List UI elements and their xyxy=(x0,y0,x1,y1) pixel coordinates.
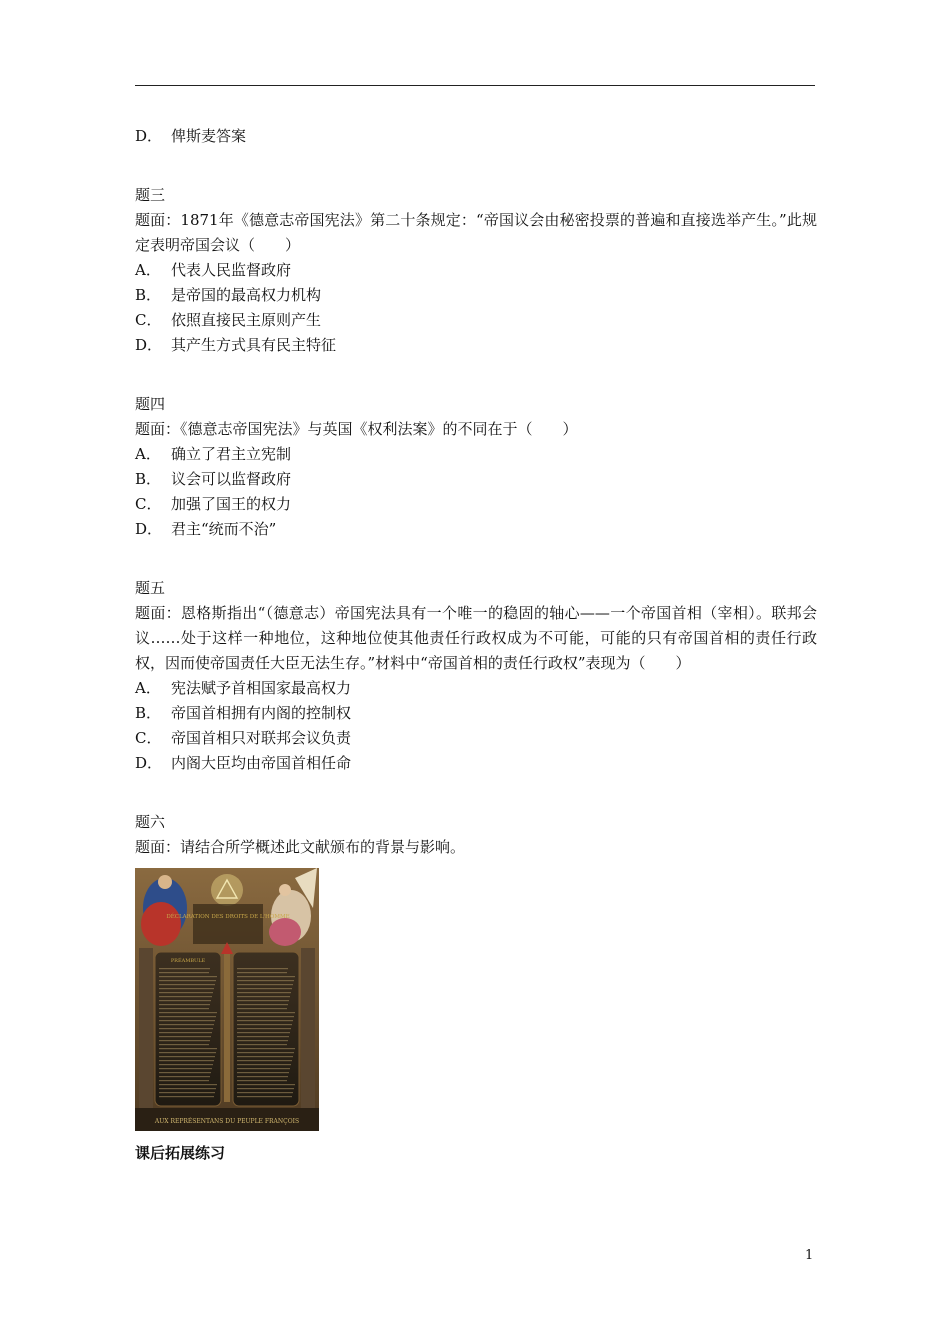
question-4 xyxy=(135,392,817,542)
option-line xyxy=(135,124,817,149)
option-text: 宪法赋予首相国家最高权力 xyxy=(171,679,352,697)
tablet-text-line xyxy=(159,1040,210,1041)
option-letter: B． xyxy=(135,286,162,304)
tablet-text-line xyxy=(159,1004,210,1005)
option-text: 内阁大臣均由帝国首相任命 xyxy=(171,754,352,772)
tablet-text-line xyxy=(237,1016,294,1017)
tablet-text-line xyxy=(159,984,215,985)
tablet-text-line xyxy=(159,1000,211,1001)
declaration-image xyxy=(135,868,319,1131)
question-stem: 题面：请结合所学概述此文献颁布的背景与影响。 xyxy=(135,838,466,856)
tablet-text-line xyxy=(237,1012,295,1013)
option-text: 俾斯麦答案 xyxy=(171,127,247,145)
tablet-text-line xyxy=(159,1072,211,1073)
figure-fame-drape xyxy=(269,918,301,946)
tablet-text-line xyxy=(159,972,209,973)
option-c xyxy=(135,308,817,333)
option-letter: C． xyxy=(135,311,162,329)
question-title: 题四 xyxy=(135,395,166,413)
option-d xyxy=(135,517,817,542)
tablet-text-line xyxy=(159,1092,215,1093)
title-cartouche xyxy=(193,904,263,944)
option-letter: A． xyxy=(135,445,161,463)
tablet-text-line xyxy=(159,1080,209,1081)
tablet-text-line xyxy=(237,984,293,985)
tablet-text-line xyxy=(237,968,288,969)
tablet-text-line xyxy=(159,1044,209,1045)
caption-top: DÉCLARATION DES DROITS DE L'HOMME xyxy=(166,914,290,920)
option-letter: B． xyxy=(135,704,162,722)
tablet-text-line xyxy=(159,1012,217,1013)
tablet-text-line xyxy=(159,1016,216,1017)
tablet-text-line xyxy=(237,988,292,989)
tablet-text-line xyxy=(159,988,214,989)
option-b xyxy=(135,283,817,308)
tablet-text-line xyxy=(159,1052,216,1053)
question-title: 题五 xyxy=(135,579,166,597)
fasces xyxy=(224,952,230,1102)
option-letter: B． xyxy=(135,470,162,488)
option-text: 代表人民监督政府 xyxy=(171,261,292,279)
tablet-text-line xyxy=(237,1096,292,1097)
question-3 xyxy=(135,183,817,358)
tablet-text-line xyxy=(159,1008,209,1009)
option-text: 帝国首相拥有内阁的控制权 xyxy=(171,704,352,722)
tablet-text-line xyxy=(237,1032,290,1033)
tablet-text-line xyxy=(159,1064,213,1065)
option-d xyxy=(135,333,817,358)
tablet-text-line xyxy=(237,1024,292,1025)
option-a xyxy=(135,676,817,701)
tablet-text-line xyxy=(159,1056,215,1057)
tablet-text-line xyxy=(237,1052,294,1053)
option-letter: A． xyxy=(135,261,161,279)
option-letter: D． xyxy=(135,336,163,354)
tablet-text-line xyxy=(237,1000,289,1001)
question-6 xyxy=(135,810,817,860)
tablet-text-line xyxy=(237,1020,293,1021)
tablet-text-line xyxy=(159,996,212,997)
option-letter: D． xyxy=(135,127,163,145)
question-stem: 题面：恩格斯指出“（德意志）帝国宪法具有一个唯一的稳固的轴心——一个帝国首相（宰相）。联邦会议……处于这样一种地位，这种地位使其他责任行政权成为不可能，可能的只有帝国首相的责任行政权，因而使帝国责任大臣无法生存。”材料中“帝国首相的责任行政权”表现为（ ） xyxy=(135,604,817,672)
tablet-text-line xyxy=(237,1084,295,1085)
left-panel-label: PRÉAMBULE xyxy=(170,958,206,964)
left-column xyxy=(139,948,153,1108)
option-text: 加强了国王的权力 xyxy=(171,495,292,513)
tablet-text-line xyxy=(159,1076,210,1077)
tablet-text-line xyxy=(159,1088,216,1089)
tablet-text-line xyxy=(159,1032,212,1033)
page-number: 1 xyxy=(805,1248,814,1263)
tablet-text-line xyxy=(237,1072,289,1073)
tablet-text-line xyxy=(159,992,213,993)
tablet-text-line xyxy=(237,1004,288,1005)
option-letter: D． xyxy=(135,520,163,538)
tablet-text-line xyxy=(237,1080,287,1081)
option-b xyxy=(135,467,817,492)
tablet-text-line xyxy=(237,1044,287,1045)
tablet-text-line xyxy=(237,1056,293,1057)
tablet-text-line xyxy=(237,1036,289,1037)
tablet-text-line xyxy=(159,1096,214,1097)
question-5 xyxy=(135,576,817,776)
tablet-text-line xyxy=(237,1008,287,1009)
tablet-text-line xyxy=(237,976,295,977)
tablet-text-line xyxy=(237,1088,294,1089)
figure-france-red xyxy=(141,902,181,946)
tablet-text-line xyxy=(159,1068,212,1069)
tablet-text-line xyxy=(159,1020,215,1021)
tablet-text-line xyxy=(159,1028,213,1029)
option-letter: C． xyxy=(135,729,162,747)
option-c xyxy=(135,726,817,751)
tablet-text-line xyxy=(237,1048,295,1049)
tablet-text-line xyxy=(237,1092,293,1093)
tablet-text-line xyxy=(159,980,216,981)
tablet-text-line xyxy=(159,1084,217,1085)
tablet-text-line xyxy=(159,976,217,977)
document-body xyxy=(135,124,817,1166)
section-heading: 课后拓展练习 xyxy=(135,1144,226,1162)
option-text: 是帝国的最高权力机构 xyxy=(171,286,322,304)
right-column xyxy=(301,948,315,1108)
tablet-text-line xyxy=(237,1040,288,1041)
tablet-text-line xyxy=(159,968,210,969)
option-text: 帝国首相只对联邦会议负责 xyxy=(171,729,352,747)
option-text: 其产生方式具有民主特征 xyxy=(171,336,337,354)
tablet-text-line xyxy=(159,1048,217,1049)
figure-france-head xyxy=(158,875,172,889)
option-letter: A． xyxy=(135,679,161,697)
tablet-text-line xyxy=(237,1028,291,1029)
option-b xyxy=(135,701,817,726)
option-letter: D． xyxy=(135,754,163,772)
figure-fame-head xyxy=(279,884,291,896)
option-letter: C． xyxy=(135,495,162,513)
caption-bottom: AUX REPRÉSENTANS DU PEUPLE FRANÇOIS xyxy=(154,1118,300,1125)
option-d xyxy=(135,751,817,776)
tablet-text-line xyxy=(237,996,290,997)
option-a xyxy=(135,258,817,283)
header-rule xyxy=(135,85,815,86)
question-stem: 题面：1871年《德意志帝国宪法》第二十条规定：“帝国议会由秘密投票的普遍和直接选举产生。”此规定表明帝国会议（ ） xyxy=(135,211,817,254)
tablet-text-line xyxy=(159,1024,214,1025)
question-title: 题三 xyxy=(135,186,166,204)
tablet-text-line xyxy=(237,1076,288,1077)
tablet-text-line xyxy=(237,992,291,993)
tablet-text-line xyxy=(237,1064,291,1065)
tablet-text-line xyxy=(159,1060,214,1061)
option-a xyxy=(135,442,817,467)
option-c xyxy=(135,492,817,517)
tablet-text-line xyxy=(237,1060,292,1061)
option-text: 依照直接民主原则产生 xyxy=(171,311,322,329)
option-text: 确立了君主立宪制 xyxy=(171,445,292,463)
question-title: 题六 xyxy=(135,813,166,831)
tablet-text-line xyxy=(159,1036,211,1037)
declaration-illustration xyxy=(135,868,319,1131)
tablet-text-line xyxy=(237,1068,290,1069)
option-text: 君主“统而不治” xyxy=(171,520,277,538)
question-stem: 题面：《德意志帝国宪法》与英国《权利法案》的不同在于（ ） xyxy=(135,420,578,438)
tablet-text-line xyxy=(237,972,287,973)
tablet-text-line xyxy=(237,980,294,981)
option-text: 议会可以监督政府 xyxy=(171,470,292,488)
